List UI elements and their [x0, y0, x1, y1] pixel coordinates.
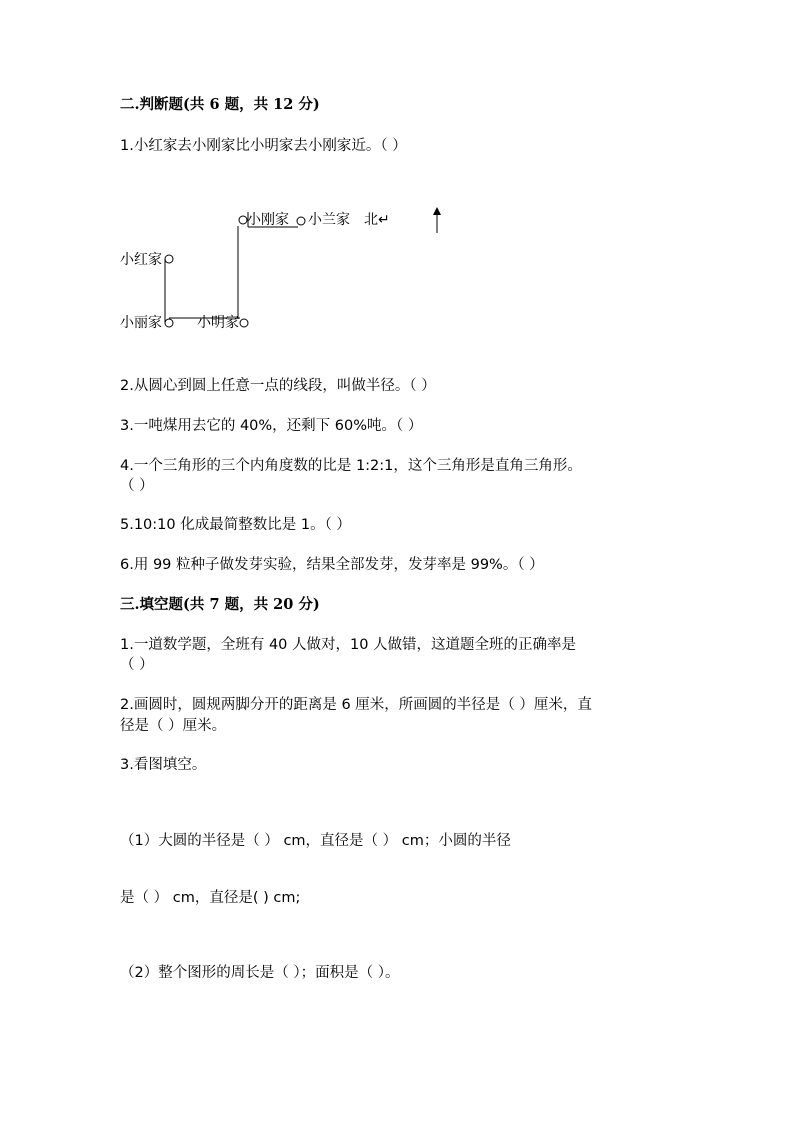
question-2-4-line1: 4.一个三角形的三个内角度数的比是 1:2:1，这个三角形是直角三角形。 — [120, 458, 582, 474]
label-xiaogang: 小刚家 — [247, 212, 289, 228]
xiaoli-point — [165, 319, 173, 327]
question-2-3: 3.一吨煤用去它的 40%，还剩下 60%吨。（ ） — [120, 418, 423, 434]
xiaogang-point — [239, 216, 247, 224]
question-2-4-line2: （ ） — [120, 478, 154, 494]
xiaohong-point — [165, 255, 173, 263]
question-2-1: 1.小红家去小刚家比小明家去小刚家近。（ ） — [120, 138, 407, 154]
section2-heading: 二.判断题(共 6 题，共 12 分) — [120, 96, 320, 113]
question-2-5: 5.10:10 化成最简整数比是 1。（ ） — [120, 517, 351, 533]
label-xiaoming: 小明家 — [197, 315, 239, 331]
question-3-3-part2: （2）整个图形的周长是（ ）；面积是（ ）。 — [120, 965, 400, 981]
question-3-3-part1-line1: （1）大圆的半径是（ ） cm，直径是（ ） cm；小圆的半径 — [120, 833, 511, 849]
xiaoming-point — [240, 319, 248, 327]
question-2-2: 2.从圆心到圆上任意一点的线段，叫做半径。（ ） — [120, 378, 436, 394]
xiaolan-point — [297, 217, 305, 225]
question-2-6: 6.用 99 粒种子做发芽实验，结果全部发芽，发芽率是 99%。（ ） — [120, 557, 544, 573]
question-3-2-line1: 2.画圆时，圆规两脚分开的距离是 6 厘米，所画圆的半径是（ ）厘米，直 — [120, 697, 592, 713]
label-xiaoli: 小丽家 — [120, 315, 162, 331]
north-arrow-icon — [433, 207, 441, 215]
question-3-3-part1-line2: 是（ ） cm，直径是( ) cm; — [120, 890, 301, 906]
section3-heading: 三.填空题(共 7 题，共 20 分) — [120, 596, 320, 613]
label-xiaolan: 小兰家 — [308, 212, 350, 228]
question-3-3: 3.看图填空。 — [120, 757, 207, 773]
question-3-2-line2: 径是（ ）厘米。 — [120, 718, 227, 734]
question-3-1-line2: （ ） — [120, 657, 154, 673]
label-xiaohong: 小红家 — [120, 252, 162, 268]
route-map — [0, 0, 794, 340]
label-north: 北↵ — [364, 212, 390, 228]
question-3-1-line1: 1.一道数学题，全班有 40 人做对，10 人做错，这道题全班的正确率是 — [120, 637, 577, 653]
